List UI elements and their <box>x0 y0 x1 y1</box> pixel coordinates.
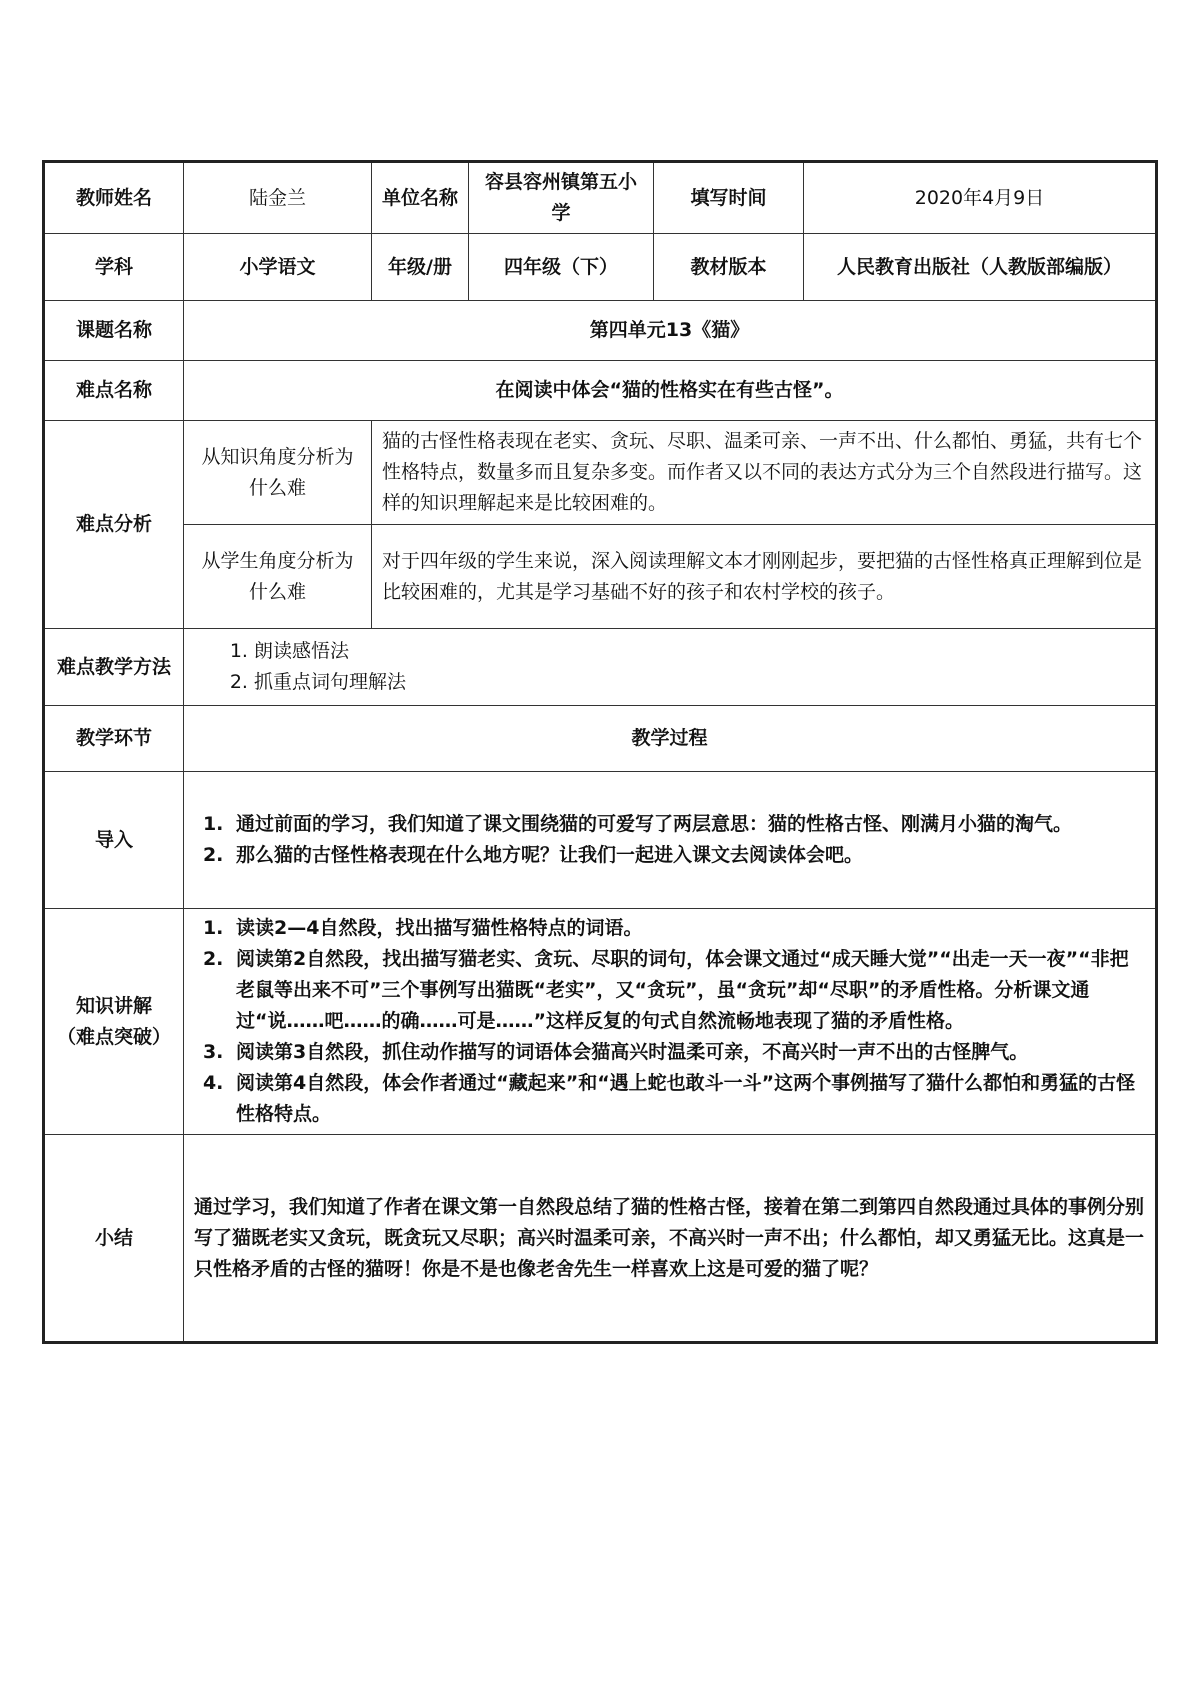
method-item: 2. 抓重点词句理解法 <box>254 667 1145 698</box>
process-label: 教学过程 <box>184 706 1157 772</box>
header-row-2 <box>44 234 1157 301</box>
edition-label: 教材版本 <box>654 234 804 301</box>
knowledge-list <box>194 913 1145 1130</box>
grade-value: 四年级（下） <box>469 234 654 301</box>
stage-label: 教学环节 <box>44 706 184 772</box>
time-value: 2020年4月9日 <box>804 162 1157 234</box>
header-row-1 <box>44 162 1157 234</box>
time-label: 填写时间 <box>654 162 804 234</box>
subject-value: 小学语文 <box>184 234 372 301</box>
knowledge-label <box>44 909 184 1135</box>
topic-value: 第四单元13《猫》 <box>184 301 1157 361</box>
method-list-cell <box>184 629 1157 706</box>
knowledge-item: 1. 读读2—4自然段，找出描写猫性格特点的词语。 <box>230 913 1145 944</box>
intro-content <box>184 772 1157 909</box>
process-header-row <box>44 706 1157 772</box>
teacher-label: 教师姓名 <box>44 162 184 234</box>
method-item: 1. 朗读感悟法 <box>254 636 1145 667</box>
knowledge-content <box>184 909 1157 1135</box>
knowledge-row <box>44 909 1157 1135</box>
student-angle-text: 对于四年级的学生来说，深入阅读理解文本才刚刚起步，要把猫的古怪性格真正理解到位是比较困难的，尤其是学习基础不好的孩子和农村学校的孩子。 <box>372 525 1157 629</box>
knowledge-item: 3. 阅读第3自然段，抓住动作描写的词语体会猫高兴时温柔可亲，不高兴时一声不出的古怪脾气。 <box>230 1037 1145 1068</box>
topic-label: 课题名称 <box>44 301 184 361</box>
knowledge-angle-label: 从知识角度分析为什么难 <box>184 421 372 525</box>
grade-label: 年级/册 <box>372 234 469 301</box>
method-list <box>194 636 1145 698</box>
lesson-plan-table <box>42 160 1158 1344</box>
difficulty-value: 在阅读中体会“猫的性格实在有些古怪”。 <box>184 361 1157 421</box>
teacher-value: 陆金兰 <box>184 162 372 234</box>
intro-row <box>44 772 1157 909</box>
unit-label: 单位名称 <box>372 162 469 234</box>
summary-content <box>184 1135 1157 1343</box>
unit-value: 容县容州镇第五小学 <box>469 162 654 234</box>
method-label: 难点教学方法 <box>44 629 184 706</box>
difficulty-label: 难点名称 <box>44 361 184 421</box>
knowledge-label-line2: （难点突破） <box>56 1025 171 1048</box>
difficulty-row <box>44 361 1157 421</box>
summary-text: 通过学习，我们知道了作者在课文第一自然段总结了猫的性格古怪，接着在第二到第四自然段通过具体的事例分别写了猫既老实又贪玩，既贪玩又尽职；高兴时温柔可亲，不高兴时一声不出；什么都怕，却又勇猛无比。这真是一只性格矛盾的古怪的猫呀！你是不是也像老舍先生一样喜欢上这是可爱的猫了呢？ <box>194 1195 1145 1280</box>
topic-row <box>44 301 1157 361</box>
intro-item: 2. 那么猫的古怪性格表现在什么地方呢？让我们一起进入课文去阅读体会吧。 <box>230 840 1145 871</box>
knowledge-item: 4. 阅读第4自然段，体会作者通过“藏起来”和“遇上蛇也敢斗一斗”这两个事例描写了猫什么都怕和勇猛的古怪性格特点。 <box>230 1068 1145 1130</box>
knowledge-angle-text: 猫的古怪性格表现在老实、贪玩、尽职、温柔可亲、一声不出、什么都怕、勇猛，共有七个性格特点，数量多而且复杂多变。而作者又以不同的表达方式分为三个自然段进行描写。这样的知识理解起来是比较困难的。 <box>372 421 1157 525</box>
student-angle-label: 从学生角度分析为什么难 <box>184 525 372 629</box>
subject-label: 学科 <box>44 234 184 301</box>
analysis-row-knowledge <box>44 421 1157 525</box>
summary-label: 小结 <box>44 1135 184 1343</box>
method-row <box>44 629 1157 706</box>
edition-value: 人民教育出版社（人教版部编版） <box>804 234 1157 301</box>
analysis-row-student <box>44 525 1157 629</box>
knowledge-label-line1: 知识讲解 <box>75 994 152 1017</box>
intro-list <box>194 809 1145 871</box>
knowledge-item: 2. 阅读第2自然段，找出描写猫老实、贪玩、尽职的词句，体会课文通过“成天睡大觉”“出走一天一夜”“非把老鼠等出来不可”三个事例写出猫既“老实”，又“贪玩”，虽“贪玩”却“尽职”的矛盾性格。分析课文通过“说……吧……的确……可是……”这样反复的句式自然流畅地表现了猫的矛盾性格。 <box>230 944 1145 1037</box>
intro-label: 导入 <box>44 772 184 909</box>
intro-item: 1. 通过前面的学习，我们知道了课文围绕猫的可爱写了两层意思：猫的性格古怪、刚满月小猫的淘气。 <box>230 809 1145 840</box>
analysis-label: 难点分析 <box>44 421 184 629</box>
summary-row <box>44 1135 1157 1343</box>
